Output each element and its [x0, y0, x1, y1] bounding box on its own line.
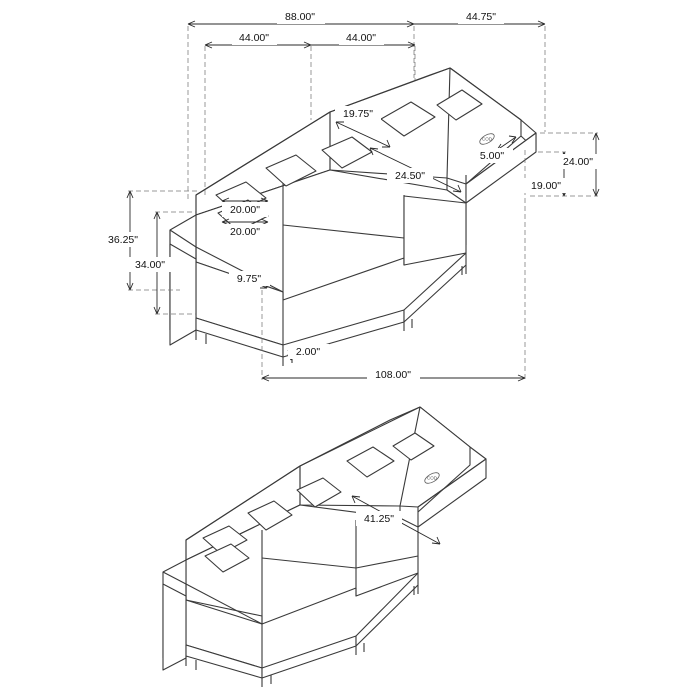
dim-label-arm-top-width [471, 148, 513, 163]
svg-text:88.00": 88.00" [284, 10, 316, 23]
dim-label-seat-right-width [339, 30, 384, 45]
svg-text:41.25": 41.25" [363, 512, 395, 525]
svg-text:24.50": 24.50" [394, 169, 426, 182]
svg-text:44.00": 44.00" [345, 31, 377, 44]
svg-text:9.75": 9.75" [236, 272, 262, 285]
svg-text:20.00": 20.00" [229, 225, 261, 238]
svg-text:19.00": 19.00" [530, 179, 562, 192]
dim-label-back-height [100, 232, 146, 247]
svg-text:20.00": 20.00" [229, 203, 261, 216]
dim-label-overall-height [555, 154, 601, 169]
dim-label-seat-depth-diagonal [387, 168, 433, 183]
svg-text:5.00": 5.00" [479, 149, 505, 162]
dim-label-leg-height [288, 344, 329, 359]
svg-text:COD: COD [482, 136, 492, 142]
svg-text:19.75": 19.75" [342, 107, 374, 120]
dim-label-arm-height [523, 178, 569, 193]
svg-text:44.00": 44.00" [238, 31, 270, 44]
dim-label-arm-width [229, 271, 270, 286]
dim-label-seat-depth-iso [356, 511, 402, 526]
dim-label-overall-width [367, 367, 420, 382]
dim-label-pillow-size-lower [222, 224, 268, 239]
svg-text:2.00": 2.00" [295, 345, 321, 358]
dim-label-seat-back-height [127, 257, 173, 272]
svg-text:108.00": 108.00" [375, 368, 411, 381]
dim-label-pillow-size-upper [222, 202, 268, 217]
svg-text:36.25": 36.25" [107, 233, 139, 246]
svg-text:COD: COD [427, 475, 437, 481]
svg-text:44.75": 44.75" [465, 10, 497, 23]
svg-text:24.00": 24.00" [562, 155, 594, 168]
dim-label-seat-left-width [232, 30, 277, 45]
dim-label-overall-back-width [277, 9, 325, 24]
svg-text:34.00": 34.00" [134, 258, 166, 271]
dim-label-pillow-diagonal-back [335, 106, 381, 121]
dim-label-chaise-width [458, 9, 504, 24]
